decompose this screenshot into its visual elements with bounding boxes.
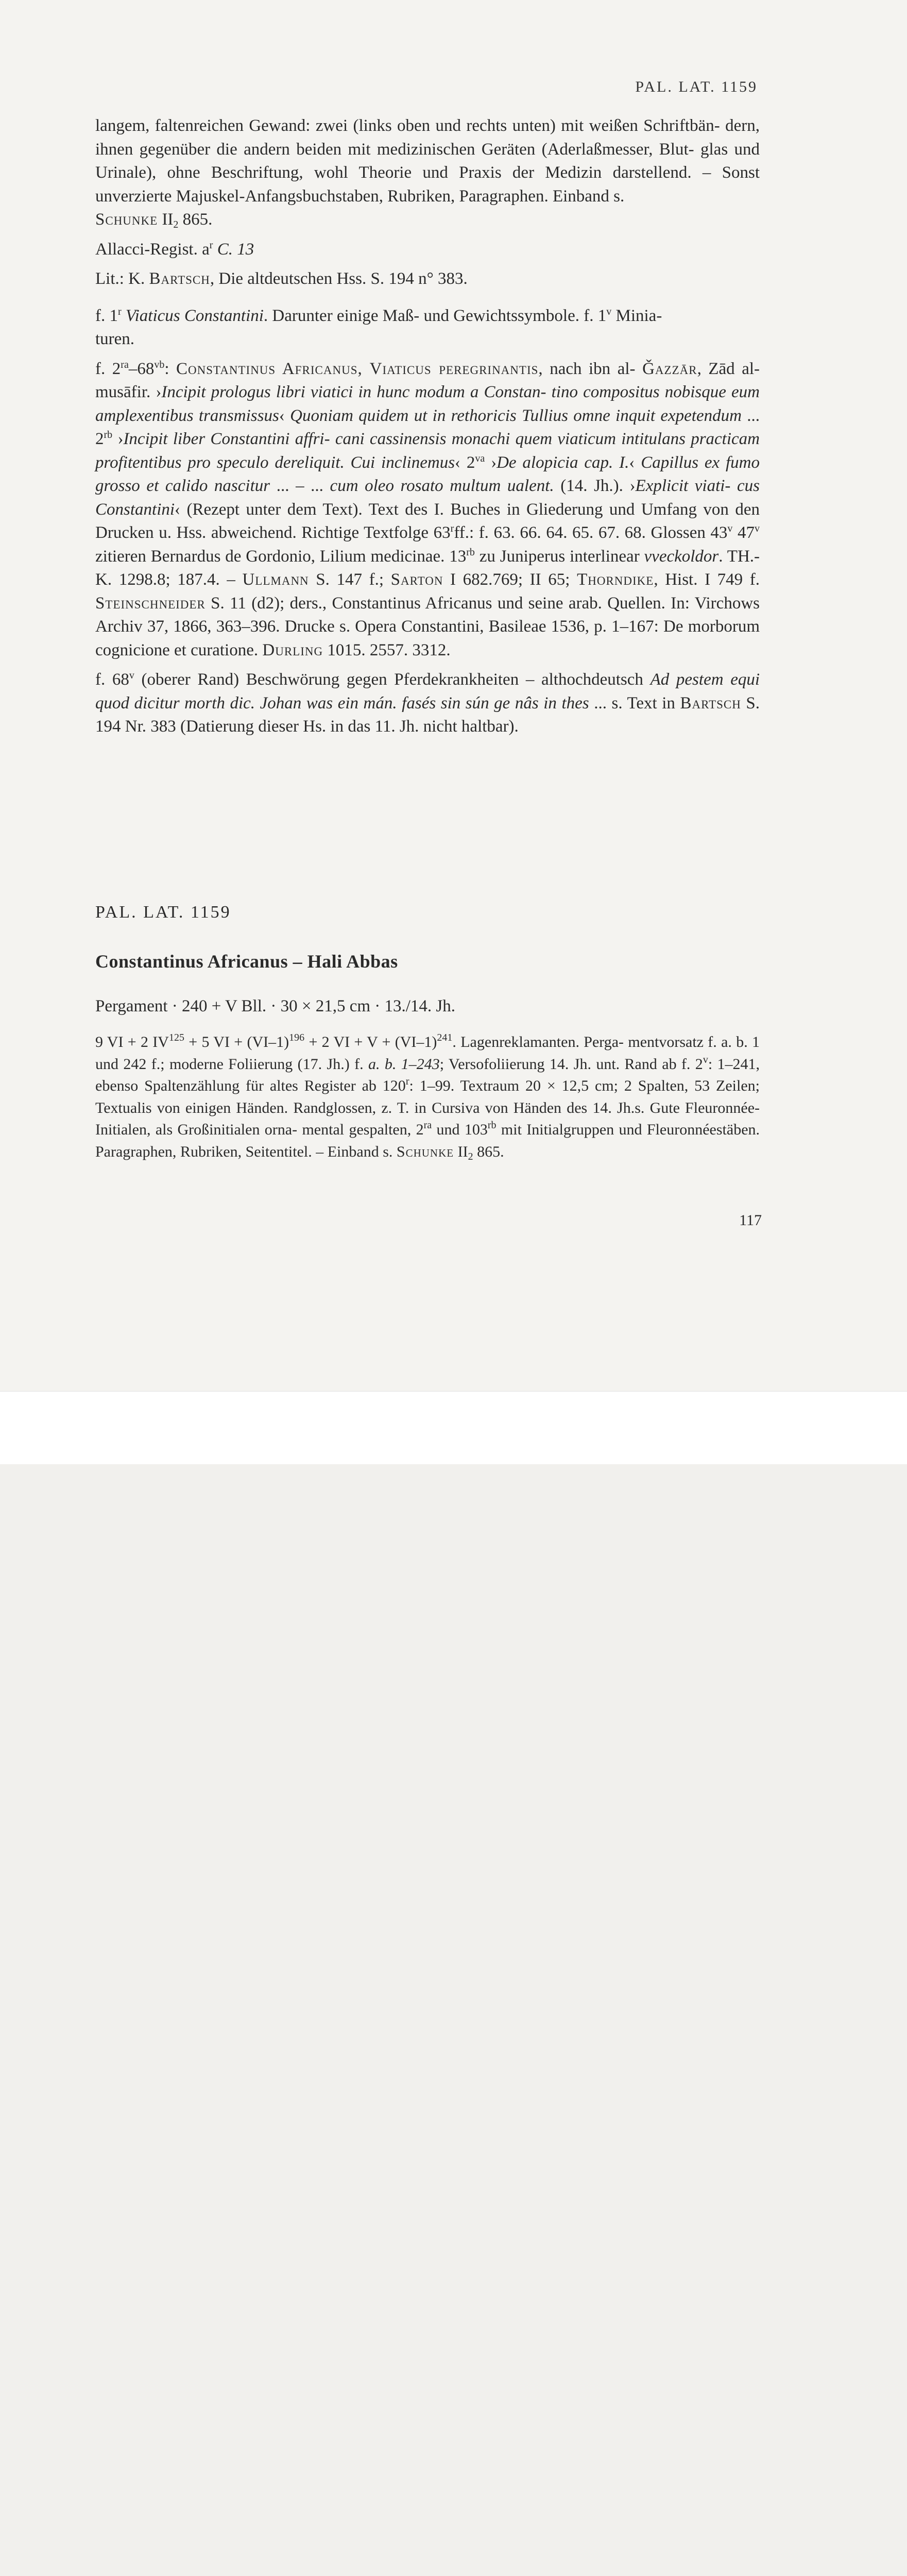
shelfmark-heading: PAL. LAT. 1159	[95, 903, 231, 922]
literature: Lit.: K. Bartsch, Die altdeutschen Hss. S. 194 n° 383.	[95, 269, 468, 288]
continued-description	[95, 114, 760, 739]
codicological-description: 9 VI + 2 $IV^{125} + 5$ VI + $(VI-1)^{196} + 2$ VI + $V + (VI-1)^{241}$. Lagenreklamanten. Perga- mentvorsatz f. a. b. 1 und 242 f.; moderne Foliierung (17. Jh.) f. a. b. 1–243; Versofoliierung 14. Jh. unt. Rand ab f. 2$^v$: 1–241, ebenso Spaltenzählung für altes Register ab 120$^r$: 1–99. Textraum 20 × 12,5 cm; 2 Spalten, 53 Zeilen; Textualis von einigen Händen. Randglossen, z. T. in Cursiva von Händen des 14. Jh.s. Gute Fleuronnée-Initialen, als Großinitialen orna- mental gespalten, $2^{ra}$ und $103^{rb}$ mit Initialgruppen und Fleuronnéestäben. Paragraphen, Rubriken, Seitentitel. – Einband s. Schunke $II_2$ 865.	[95, 1032, 760, 1162]
viewer-footer	[0, 1391, 907, 1464]
illumination-paragraph: langem, faltenreichen Gewand: zwei (links oben und rechts unten) mit weißen Schriftbän- dern, ihnen gegenüber die andern beiden mit medizinischen Geräten (Aderlaßmesser, Blut- glas und Urinale), ohne Beschriftung, wohl Theorie und Praxis der Medizin darstellend. – Sonst unverzierte Majuskel-Anfangsbuchstaben, Rubriken, Paragraphen. Einband s. Schunke $II_2$ 865.	[95, 116, 760, 230]
folio-entry-2: f. $2^{ra}-68^{vb}$: Constantinus Africanus, Viaticus peregrinantis, nach ibn al- Ǧazzār, Zād al-musāfir. ›Incipit prologus libri viatici in hunc modum a Constan- tino compositus nobisque eum amplexentibus transmissus‹ Quoniam quidem ut in rethoricis Tullius omne inquit expetendum ... $2^{rb}$ ›Incipit liber Constantini affri- cani cassinensis monachi quem viaticum intitulans practicam profitentibus pro speculo dereliquit. Cui inclinemus‹ $2^{va}$ ›De alopicia cap. I.‹ Capillus ex fumo grosso et calido nascitur ... – ... cum oleo rosato multum ualent. (14. Jh.). ›Explicit viati- cus Constantini‹ (Rezept unter dem Text). Text des I. Buches in Gliederung und Umfang von den Drucken u. Hss. abweichend. Richtige Textfolge 63$^r$ff.: f. 63. 66. 64. 65. 67. 68. Glossen 43$^v$ 47$^v$ zitieren Bernardus de Gordonio, Lilium medicinae. $13^{rb}$ zu Juniperus interlinear vveckoldor. TH.-K. 1298.8; 187.4. – Ullmann S. 147 f.; Sarton I 682.769; II 65; Thorndike, Hist. I 749 f. Steinschneider S. 11 (d2); ders., Constantinus Africanus und seine arab. Quellen. In: Virchows Archiv 37, 1866, 363–396. Drucke s. Opera Constantini, Basileae 1536, p. 1–167: De morborum cognicione et curatione. Durling 1015. 2557. 3312.	[95, 359, 760, 659]
folio-entry-3: f. 68$^v$ (oberer Rand) Beschwörung gegen Pferdekrankheiten – althochdeutsch Ad pestem equi quod dicitur morth dic. Johan was ein mán. fasés sin sún ge nâs in thes ... s. Text in Bartsch S. 194 Nr. 383 (Datierung dieser Hs. in das 11. Jh. nicht haltbar).	[95, 670, 760, 736]
page-number: 117	[739, 1212, 762, 1229]
running-head: PAL. LAT. 1159	[635, 78, 758, 95]
folio-entry-1: f. 1$^r$ Viaticus Constantini. Darunter einige Maß- und Gewichtssymbole. f. 1$^v$ Minia- turen.	[95, 306, 662, 348]
manuscript-title: Constantinus Africanus – Hali Abbas	[95, 951, 398, 972]
material-line: Pergament · 240 + V Bll. · 30 × 21,5 cm · 13./14. Jh.	[95, 997, 456, 1015]
allacci-register: Allacci-Regist. $a^r$ C. 13	[95, 239, 254, 259]
